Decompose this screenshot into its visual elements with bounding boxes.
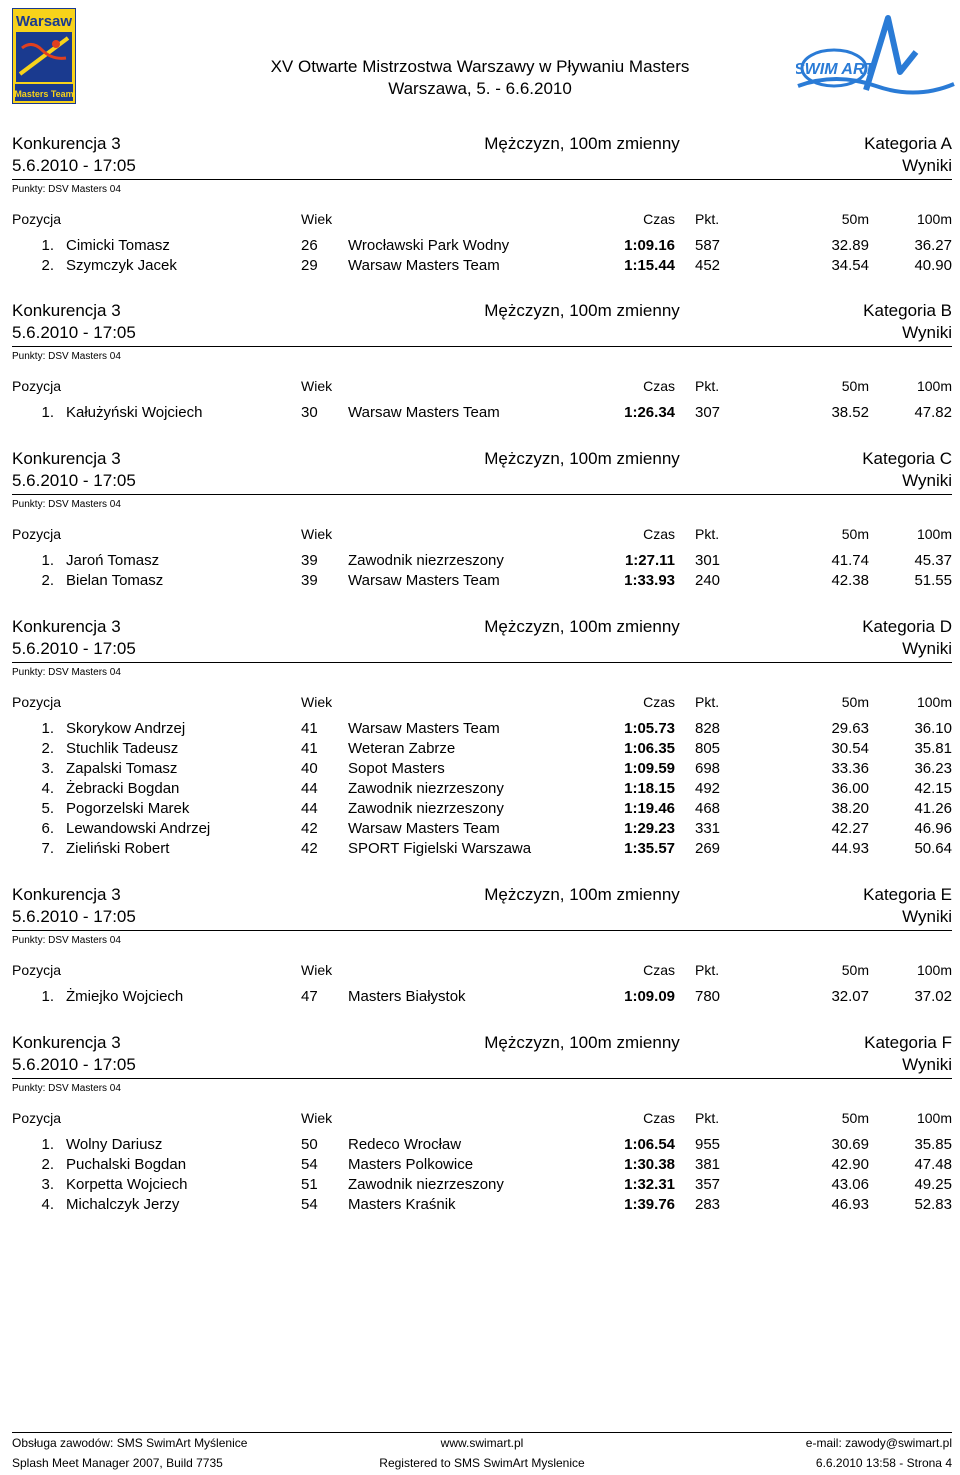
split-100m: 35.85 [914,1136,952,1153]
column-headers [12,208,952,230]
event-datetime: 5.6.2010 - 17:05 [12,1055,136,1074]
club-name: Wrocławski Park Wodny [348,237,510,254]
swimmer-age: 42 [301,820,318,837]
swimmer-name: Pogorzelski Marek [66,800,190,817]
split-50m: 42.38 [831,572,869,589]
results-list [12,551,952,591]
column-headers [12,523,952,545]
club-name: SPORT Figielski Warszawa [348,840,532,857]
split-100m: 42.15 [914,780,952,797]
col-header-split-100: 100m [916,1110,952,1126]
split-50m: 29.63 [831,720,869,737]
points: 452 [695,257,721,274]
col-header-time: Czas [643,694,675,710]
split-50m: 33.36 [831,760,869,777]
result-section [12,616,952,859]
logo-left-bottom-text: Masters Team [14,89,74,99]
swimmer-name: Jaroń Tomasz [66,552,160,569]
split-50m: 46.93 [831,1196,869,1213]
table-row [12,403,952,423]
final-time: 1:09.09 [624,988,675,1005]
club-name: Warsaw Masters Team [348,404,500,421]
final-time: 1:29.23 [624,820,675,837]
points: 301 [695,552,721,569]
points: 331 [695,820,721,837]
swimmer-age: 42 [301,840,318,857]
event-number: Konkurencja 3 [12,885,121,904]
split-100m: 46.96 [914,820,952,837]
col-header-points: Pkt. [695,211,720,227]
swimmer-name: Puchalski Bogdan [66,1156,187,1173]
event-name: Mężczyzn, 100m zmienny [484,449,680,468]
col-header-split-50: 50m [841,962,869,978]
swimmer-age: 29 [301,257,318,274]
points: 492 [695,780,721,797]
club-name: Zawodnik niezrzeszony [348,552,504,569]
swimmer-age: 44 [301,800,318,817]
split-50m: 30.54 [831,740,869,757]
table-row [12,256,952,276]
split-50m: 30.69 [831,1136,869,1153]
col-header-split-50: 50m [841,694,869,710]
section-header [12,616,952,663]
swimmer-name: Lewandowski Andrzej [66,820,211,837]
final-time: 1:06.54 [624,1136,675,1153]
split-50m: 38.20 [831,800,869,817]
place: 2. [41,740,54,757]
points: 955 [695,1136,721,1153]
split-50m: 38.52 [831,404,869,421]
col-header-age: Wiek [301,211,333,227]
result-section [12,448,952,591]
result-section [12,1032,952,1215]
place: 4. [41,780,54,797]
col-header-split-100: 100m [916,526,952,542]
event-datetime: 5.6.2010 - 17:05 [12,907,136,926]
split-50m: 32.89 [831,237,869,254]
section-header [12,300,952,347]
col-header-split-50: 50m [841,1110,869,1126]
points: 240 [695,572,721,589]
col-header-position: Pozycja [12,378,62,394]
col-header-split-50: 50m [841,378,869,394]
final-time: 1:09.16 [624,237,675,254]
club-name: Masters Kraśnik [348,1196,456,1213]
col-header-split-100: 100m [916,694,952,710]
swimmer-name: Żebracki Bogdan [66,780,180,797]
col-header-age: Wiek [301,1110,333,1126]
split-100m: 47.48 [914,1156,952,1173]
results-list [12,987,952,1007]
col-header-split-50: 50m [841,526,869,542]
place: 4. [41,1196,54,1213]
place: 3. [41,760,54,777]
event-name: Mężczyzn, 100m zmienny [484,134,680,153]
final-time: 1:09.59 [624,760,675,777]
result-section [12,300,952,423]
swimmer-name: Bielan Tomasz [66,572,164,589]
col-header-position: Pozycja [12,962,62,978]
meet-subtitle: Warszawa, 5. - 6.6.2010 [388,79,572,98]
category-label: Kategoria B [863,301,952,320]
column-headers [12,959,952,981]
final-time: 1:27.11 [624,552,675,569]
place: 3. [41,1176,54,1193]
table-row [12,1175,952,1195]
category-label: Kategoria A [864,134,952,153]
place: 5. [41,800,54,817]
swimmer-age: 50 [301,1136,318,1153]
split-50m: 32.07 [831,988,869,1005]
results-label: Wyniki [902,471,952,490]
table-row [12,236,952,256]
club-name: Zawodnik niezrzeszony [348,800,504,817]
swimmer-name: Stuchlik Tadeusz [66,740,179,757]
table-row [12,759,952,779]
col-header-age: Wiek [301,378,333,394]
results-list [12,236,952,276]
split-100m: 45.37 [914,552,952,569]
swimmer-name: Szymczyk Jacek [66,257,177,274]
table-row [12,719,952,739]
category-label: Kategoria F [864,1033,952,1052]
category-label: Kategoria D [862,617,952,636]
results-label: Wyniki [902,1055,952,1074]
place: 6. [41,820,54,837]
club-name: Warsaw Masters Team [348,820,500,837]
place: 2. [41,257,54,274]
place: 1. [41,988,54,1005]
points: 805 [695,740,721,757]
col-header-points: Pkt. [695,1110,720,1126]
col-header-points: Pkt. [695,378,720,394]
footer-print-info: 6.6.2010 13:58 - Strona 4 [815,1456,952,1470]
points-table-note: Punkty: DSV Masters 04 [12,499,121,510]
points-table-note: Punkty: DSV Masters 04 [12,1083,121,1094]
results-label: Wyniki [902,156,952,175]
footer-email: e-mail: zawody@swimart.pl [805,1436,952,1450]
swimmer-name: Cimicki Tomasz [66,237,170,254]
split-50m: 36.00 [831,780,869,797]
club-name: Sopot Masters [348,760,445,777]
split-50m: 42.27 [831,820,869,837]
swimmer-age: 54 [301,1196,318,1213]
split-100m: 49.25 [914,1176,952,1193]
split-100m: 36.23 [914,760,952,777]
event-number: Konkurencja 3 [12,617,121,636]
points-table-note: Punkty: DSV Masters 04 [12,935,121,946]
points: 468 [695,800,721,817]
col-header-points: Pkt. [695,962,720,978]
event-number: Konkurencja 3 [12,1033,121,1052]
logo-right-text: SWIM ART [796,61,874,78]
points: 587 [695,237,721,254]
event-name: Mężczyzn, 100m zmienny [484,1033,680,1052]
place: 2. [41,572,54,589]
points: 283 [695,1196,721,1213]
col-header-position: Pozycja [12,526,62,542]
split-50m: 43.06 [831,1176,869,1193]
results-list [12,1135,952,1215]
results-list [12,719,952,859]
col-header-position: Pozycja [12,1110,62,1126]
event-name: Mężczyzn, 100m zmienny [484,885,680,904]
section-header [12,133,952,180]
footer-software: Splash Meet Manager 2007, Build 7735 [12,1456,223,1470]
table-row [12,1155,952,1175]
footer-registration: Registered to SMS SwimArt Myslenice [379,1456,585,1470]
final-time: 1:39.76 [624,1196,675,1213]
split-50m: 34.54 [831,257,869,274]
col-header-split-100: 100m [916,211,952,227]
club-name: Weteran Zabrze [348,740,456,757]
club-name: Warsaw Masters Team [348,720,500,737]
col-header-time: Czas [643,526,675,542]
final-time: 1:18.15 [624,780,675,797]
place: 1. [41,237,54,254]
points: 269 [695,840,721,857]
section-header [12,884,952,931]
column-headers [12,375,952,397]
final-time: 1:15.44 [624,257,675,274]
final-time: 1:19.46 [624,800,675,817]
points: 828 [695,720,721,737]
points-table-note: Punkty: DSV Masters 04 [12,184,121,195]
swimmer-name: Zapalski Tomasz [66,760,178,777]
table-row [12,1195,952,1215]
swimmer-name: Korpetta Wojciech [66,1176,188,1193]
swimmer-age: 41 [301,740,318,757]
club-name: Warsaw Masters Team [348,572,500,589]
club-name: Zawodnik niezrzeszony [348,1176,504,1193]
split-100m: 35.81 [914,740,952,757]
swimmer-age: 40 [301,760,318,777]
col-header-age: Wiek [301,962,333,978]
place: 1. [41,552,54,569]
points-table-note: Punkty: DSV Masters 04 [12,351,121,362]
swimmer-age: 26 [301,237,318,254]
col-header-split-50: 50m [841,211,869,227]
col-header-points: Pkt. [695,526,720,542]
category-label: Kategoria C [862,449,952,468]
event-datetime: 5.6.2010 - 17:05 [12,156,136,175]
footer-website: www.swimart.pl [440,1436,524,1450]
col-header-age: Wiek [301,694,333,710]
club-name: Redeco Wrocław [348,1136,462,1153]
event-datetime: 5.6.2010 - 17:05 [12,639,136,658]
meet-title: XV Otwarte Mistrzostwa Warszawy w Pływaniu Masters [270,57,690,76]
table-row [12,819,952,839]
page-footer [12,1432,952,1473]
final-time: 1:26.34 [624,404,675,421]
points: 307 [695,404,721,421]
table-row [12,1135,952,1155]
results-label: Wyniki [902,639,952,658]
section-header [12,1032,952,1079]
swimmer-name: Skorykow Andrzej [66,720,186,737]
event-datetime: 5.6.2010 - 17:05 [12,471,136,490]
event-number: Konkurencja 3 [12,449,121,468]
col-header-points: Pkt. [695,694,720,710]
results-label: Wyniki [902,907,952,926]
logo-left-top-text: Warsaw [15,13,73,30]
swimmer-name: Zieliński Robert [66,840,170,857]
table-row [12,839,952,859]
split-100m: 37.02 [914,988,952,1005]
table-row [12,551,952,571]
club-name: Masters Białystok [348,988,466,1005]
swimmer-age: 47 [301,988,318,1005]
result-section [12,884,952,1007]
event-datetime: 5.6.2010 - 17:05 [12,323,136,342]
split-100m: 36.27 [914,237,952,254]
col-header-position: Pozycja [12,694,62,710]
final-time: 1:05.73 [624,720,675,737]
swimmer-age: 39 [301,572,318,589]
split-50m: 44.93 [831,840,869,857]
split-100m: 51.55 [914,572,952,589]
table-row [12,779,952,799]
event-name: Mężczyzn, 100m zmienny [484,301,680,320]
split-100m: 41.26 [914,800,952,817]
points: 381 [695,1156,721,1173]
points: 357 [695,1176,721,1193]
table-row [12,987,952,1007]
club-name: Warsaw Masters Team [348,257,500,274]
place: 2. [41,1156,54,1173]
col-header-time: Czas [643,962,675,978]
swimmer-age: 51 [301,1176,318,1193]
column-headers [12,1107,952,1129]
split-100m: 36.10 [914,720,952,737]
swimmer-name: Kałużyński Wojciech [66,404,203,421]
place: 1. [41,720,54,737]
split-100m: 50.64 [914,840,952,857]
final-time: 1:32.31 [624,1176,675,1193]
results-label: Wyniki [902,323,952,342]
swimmer-age: 39 [301,552,318,569]
event-number: Konkurencja 3 [12,301,121,320]
final-time: 1:35.57 [624,840,675,857]
category-label: Kategoria E [863,885,952,904]
section-header [12,448,952,495]
col-header-time: Czas [643,211,675,227]
event-name: Mężczyzn, 100m zmienny [484,617,680,636]
swimmer-age: 44 [301,780,318,797]
event-number: Konkurencja 3 [12,134,121,153]
col-header-time: Czas [643,378,675,394]
final-time: 1:06.35 [624,740,675,757]
split-50m: 42.90 [831,1156,869,1173]
swimmer-name: Wolny Dariusz [66,1136,163,1153]
place: 1. [41,1136,54,1153]
points: 698 [695,760,721,777]
points: 780 [695,988,721,1005]
table-row [12,739,952,759]
column-headers [12,691,952,713]
split-100m: 52.83 [914,1196,952,1213]
swimmer-age: 30 [301,404,318,421]
split-100m: 47.82 [914,404,952,421]
result-section [12,133,952,276]
points-table-note: Punkty: DSV Masters 04 [12,667,121,678]
swimmer-age: 41 [301,720,318,737]
place: 7. [41,840,54,857]
swimmer-age: 54 [301,1156,318,1173]
footer-organizer: Obsługa zawodów: SMS SwimArt Myślenice [12,1436,248,1450]
place: 1. [41,404,54,421]
table-row [12,799,952,819]
col-header-age: Wiek [301,526,333,542]
swimmer-name: Michalczyk Jerzy [66,1196,180,1213]
split-50m: 41.74 [831,552,869,569]
club-name: Masters Polkowice [348,1156,474,1173]
col-header-split-100: 100m [916,378,952,394]
final-time: 1:30.38 [624,1156,675,1173]
table-row [12,571,952,591]
col-header-time: Czas [643,1110,675,1126]
swimmer-name: Żmiejko Wojciech [66,988,184,1005]
col-header-position: Pozycja [12,211,62,227]
col-header-split-100: 100m [916,962,952,978]
club-name: Zawodnik niezrzeszony [348,780,504,797]
split-100m: 40.90 [914,257,952,274]
results-list [12,403,952,423]
final-time: 1:33.93 [624,572,675,589]
